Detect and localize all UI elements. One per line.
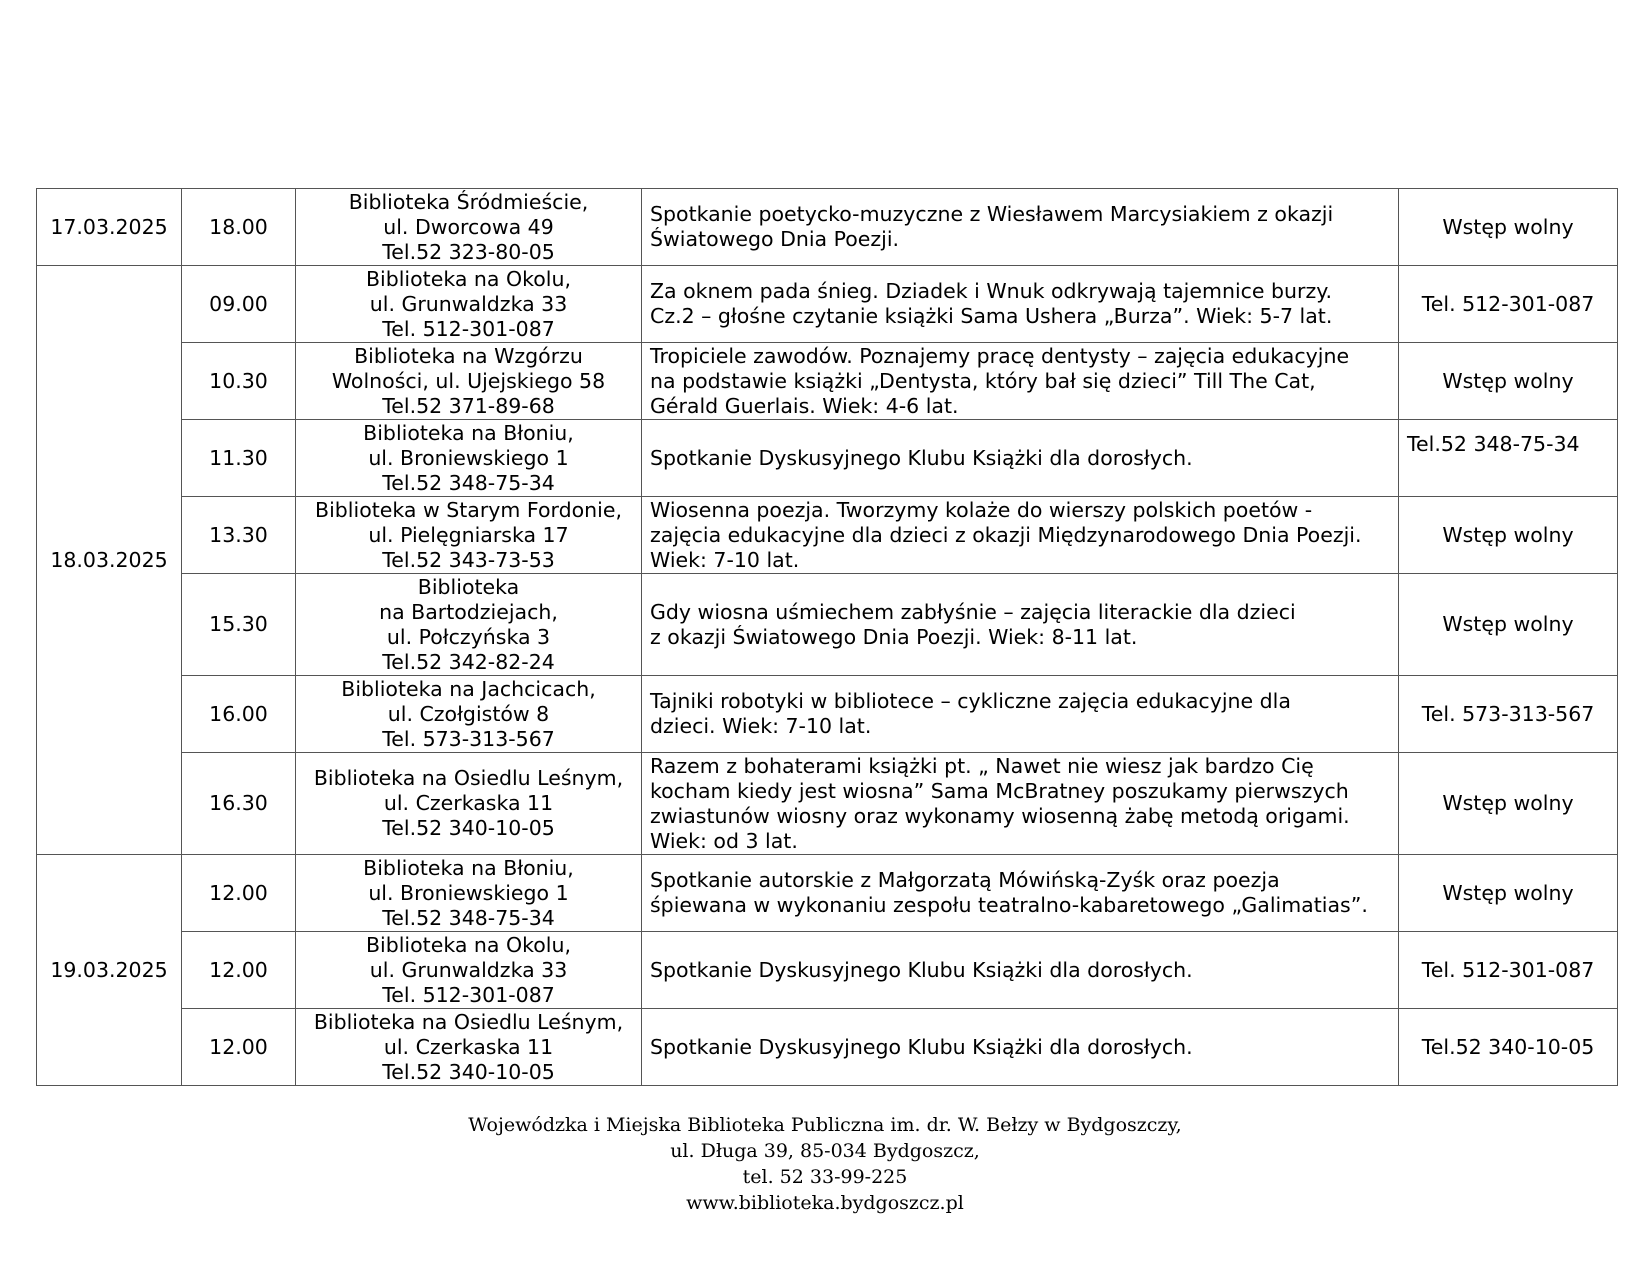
- event-time: 09.00: [182, 266, 296, 343]
- library-address: Wolności, ul. Ujejskiego 58: [331, 368, 606, 393]
- description-line: śpiewana w wykonaniu zespołu teatralno-kabaretowego „Galimatias”.: [650, 893, 1368, 917]
- table-row: [37, 676, 1618, 753]
- description-line: Wiek: 7-10 lat.: [650, 547, 800, 572]
- event-description: [642, 855, 1399, 932]
- library-phone: Tel.52 323-80-05: [382, 239, 555, 264]
- event-description: [642, 266, 1399, 343]
- description-line: Za oknem pada śnieg. Dziadek i Wnuk odkrywają tajemnice burzy.: [650, 279, 1332, 303]
- library-phone: Tel.52 340-10-05: [382, 816, 555, 840]
- library-address: ul. Czerkaska 11: [383, 791, 554, 815]
- event-description: [642, 189, 1399, 266]
- library-address: ul. Czołgistów 8: [387, 701, 550, 726]
- event-description: [642, 1009, 1399, 1086]
- library-name: Biblioteka na Okolu,: [365, 266, 572, 291]
- event-library: [296, 1009, 642, 1086]
- library-address: ul. Broniewskiego 1: [368, 445, 569, 470]
- event-library: [296, 855, 642, 932]
- event-time: 12.00: [182, 1009, 296, 1086]
- library-name: Biblioteka na Jachcicach,: [341, 676, 596, 701]
- description-line: Tajniki robotyki w bibliotece – cykliczne zajęcia edukacyjne dla: [650, 689, 1291, 713]
- description-line: Tropiciele zawodów. Poznajemy pracę dentysty – zajęcia edukacyjne: [650, 343, 1350, 368]
- event-library: [296, 420, 642, 497]
- library-address: ul. Czerkaska 11: [383, 1034, 554, 1059]
- description-line: Razem z bohaterami książki pt. „ Nawet nie wiesz jak bardzo Cię: [650, 753, 1314, 778]
- event-description: [642, 574, 1399, 676]
- library-address: ul. Grunwaldzka 33: [369, 957, 568, 982]
- library-address: ul. Pielęgniarska 17: [368, 522, 569, 547]
- table-row: [37, 932, 1618, 1009]
- description-line: Cz.2 – głośne czytanie książki Sama Ushera „Burza”. Wiek: 5-7 lat.: [650, 304, 1333, 328]
- library-address: ul. Grunwaldzka 33: [369, 291, 568, 316]
- table-row: [37, 753, 1618, 855]
- library-address: ul. Połczyńska 3: [386, 624, 551, 649]
- event-time: 16.00: [182, 676, 296, 753]
- footer-institution-name: Wojewódzka i Miejska Biblioteka Publiczna im. dr. W. Bełzy w Bydgoszczy,: [468, 1114, 1182, 1136]
- library-phone: Tel. 512-301-087: [382, 982, 555, 1007]
- event-date: 18.03.2025: [37, 266, 182, 855]
- library-name: Biblioteka na Błoniu,: [363, 855, 574, 880]
- table-row: [37, 343, 1618, 420]
- event-description: [642, 497, 1399, 574]
- library-name: Biblioteka w Starym Fordonie,: [315, 497, 622, 522]
- event-access: Tel.52 348-75-34: [1399, 420, 1618, 497]
- event-library: [296, 189, 642, 266]
- event-time: 16.30: [182, 753, 296, 855]
- event-access: Wstęp wolny: [1399, 574, 1618, 676]
- event-description: [642, 753, 1399, 855]
- event-library: [296, 753, 642, 855]
- description-line: Spotkanie Dyskusyjnego Klubu Książki dla dorosłych.: [650, 445, 1193, 470]
- description-line: Wiek: od 3 lat.: [650, 828, 798, 853]
- library-phone: Tel. 573-313-567: [382, 726, 555, 751]
- description-line: Spotkanie poetycko-muzyczne z Wiesławem Marcysiakiem z okazji: [650, 202, 1334, 226]
- library-phone: Tel.52 343-73-53: [382, 547, 555, 572]
- library-footer: [0, 1112, 1650, 1216]
- events-schedule-table: [36, 188, 1618, 1086]
- description-line: zwiastunów wiosny oraz wykonamy wiosenną żabę metodą origami.: [650, 803, 1350, 828]
- description-line: Spotkanie Dyskusyjnego Klubu Książki dla dorosłych.: [650, 957, 1193, 982]
- library-address: ul. Dworcowa 49: [383, 214, 554, 239]
- description-line: Spotkanie Dyskusyjnego Klubu Książki dla dorosłych.: [650, 1034, 1193, 1059]
- description-line: z okazji Światowego Dnia Poezji. Wiek: 8-11 lat.: [650, 624, 1138, 649]
- library-name: Biblioteka na Błoniu,: [363, 420, 574, 445]
- event-access: Wstęp wolny: [1399, 753, 1618, 855]
- footer-website-link[interactable]: www.biblioteka.bydgoszcz.pl: [686, 1192, 964, 1214]
- table-row: [37, 497, 1618, 574]
- library-phone: Tel.52 348-75-34: [382, 905, 555, 930]
- table-row: [37, 266, 1618, 343]
- event-access: Tel.52 340-10-05: [1399, 1009, 1618, 1086]
- library-name: Biblioteka na Osiedlu Leśnym,: [313, 1009, 624, 1034]
- event-access: Tel. 512-301-087: [1399, 266, 1618, 343]
- table-row: [37, 420, 1618, 497]
- description-line: Wiosenna poezja. Tworzymy kolaże do wierszy polskich poetów -: [650, 497, 1313, 522]
- description-line: Gérald Guerlais. Wiek: 4-6 lat.: [650, 393, 959, 418]
- event-time: 10.30: [182, 343, 296, 420]
- event-library: [296, 497, 642, 574]
- event-time: 15.30: [182, 574, 296, 676]
- event-access: Wstęp wolny: [1399, 343, 1618, 420]
- event-library: [296, 932, 642, 1009]
- description-line: Światowego Dnia Poezji.: [650, 227, 900, 251]
- event-library: [296, 266, 642, 343]
- event-time: 12.00: [182, 855, 296, 932]
- event-description: [642, 343, 1399, 420]
- event-time: 11.30: [182, 420, 296, 497]
- event-time: 12.00: [182, 932, 296, 1009]
- table-row: [37, 189, 1618, 266]
- event-description: [642, 676, 1399, 753]
- library-name: Biblioteka na Wzgórzu: [354, 343, 583, 368]
- description-line: kocham kiedy jest wiosna” Sama McBratney poszukamy pierwszych: [650, 778, 1349, 803]
- description-line: dzieci. Wiek: 7-10 lat.: [650, 714, 872, 738]
- library-name: Biblioteka: [417, 574, 520, 599]
- event-access: Wstęp wolny: [1399, 189, 1618, 266]
- library-phone: Tel.52 348-75-34: [382, 470, 555, 495]
- library-name: Biblioteka na Okolu,: [365, 932, 572, 957]
- library-phone: Tel.52 340-10-05: [382, 1059, 555, 1084]
- library-address: ul. Broniewskiego 1: [368, 880, 569, 905]
- library-name: Biblioteka na Osiedlu Leśnym,: [313, 766, 624, 790]
- description-line: zajęcia edukacyjne dla dzieci z okazji Międzynarodowego Dnia Poezji.: [650, 522, 1362, 547]
- library-name: Biblioteka Śródmieście,: [348, 189, 589, 214]
- event-library: [296, 676, 642, 753]
- footer-phone: tel. 52 33-99-225: [742, 1166, 908, 1188]
- event-access: Tel. 573-313-567: [1399, 676, 1618, 753]
- event-time: 18.00: [182, 189, 296, 266]
- description-line: Gdy wiosna uśmiechem zabłyśnie – zajęcia literackie dla dzieci: [650, 599, 1296, 624]
- table-row: [37, 855, 1618, 932]
- event-library: [296, 343, 642, 420]
- event-date: 19.03.2025: [37, 855, 182, 1086]
- library-phone: Tel.52 342-82-24: [382, 649, 555, 674]
- event-access: Tel. 512-301-087: [1399, 932, 1618, 1009]
- event-access: Wstęp wolny: [1399, 855, 1618, 932]
- event-date: 17.03.2025: [37, 189, 182, 266]
- event-access: Wstęp wolny: [1399, 497, 1618, 574]
- event-description: [642, 420, 1399, 497]
- library-phone: Tel. 512-301-087: [382, 316, 555, 341]
- library-phone: Tel.52 371-89-68: [382, 393, 555, 418]
- description-line: na podstawie książki „Dentysta, który bał się dzieci” Till The Cat,: [650, 368, 1316, 393]
- description-line: Spotkanie autorskie z Małgorzatą Mówińską-Zyśk oraz poezja: [650, 868, 1280, 892]
- library-name: na Bartodziejach,: [379, 599, 558, 624]
- table-row: [37, 574, 1618, 676]
- table-row: [37, 1009, 1618, 1086]
- footer-address: ul. Długa 39, 85-034 Bydgoszcz,: [670, 1140, 980, 1162]
- event-description: [642, 932, 1399, 1009]
- event-time: 13.30: [182, 497, 296, 574]
- event-library: [296, 574, 642, 676]
